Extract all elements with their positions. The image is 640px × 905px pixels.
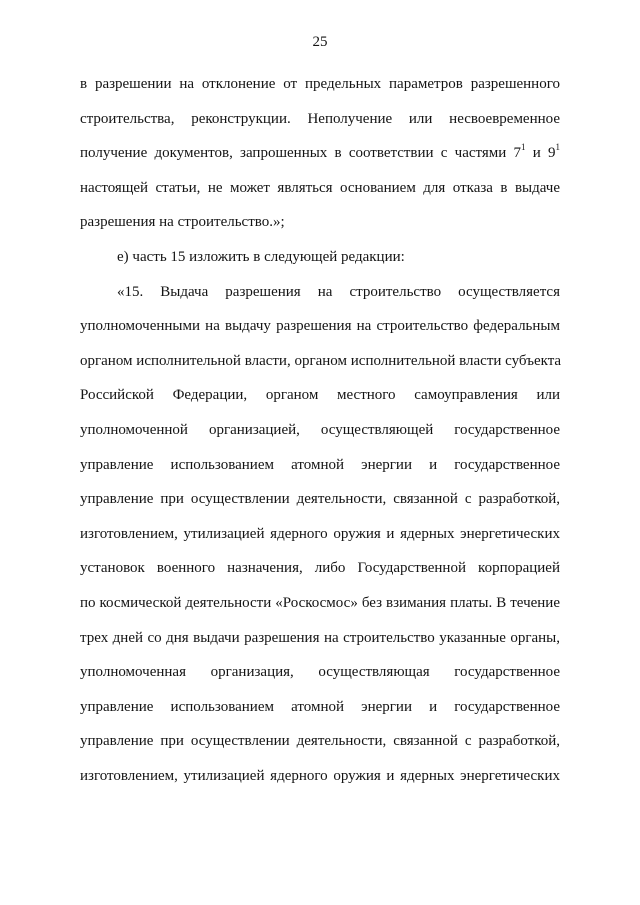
text-line: «15. Выдача разрешения на строительство осуществляется — [117, 283, 560, 300]
text-line: уполномоченной организацией, осуществляющей государственное — [80, 421, 560, 438]
text-line: органом исполнительной власти, органом исполнительной власти субъекта — [80, 352, 562, 369]
text-line: управление использованием атомной энергии и государственное — [80, 698, 560, 715]
page-number: 25 — [312, 34, 328, 50]
text-line: изготовлением, утилизацией ядерного оружия и ядерных энергетических — [80, 525, 560, 542]
text-line: в разрешении на отклонение от предельных параметров разрешенного — [80, 76, 560, 92]
text-line: трех дней со дня выдачи разрешения на строительство указанные органы, — [80, 629, 560, 646]
text-line: по космической деятельности «Роскосмос» без взимания платы. В течение — [80, 594, 560, 611]
text-line: уполномоченная организация, осуществляющая государственное — [80, 664, 560, 681]
superscript: 1 — [555, 142, 560, 153]
text-line: уполномоченными на выдачу разрешения на строительство федеральным — [80, 318, 560, 335]
body-text — [80, 67, 560, 793]
text-line: Российской Федерации, органом местного самоуправления или — [80, 387, 560, 404]
text-line: разрешения на строительство.»; — [80, 214, 285, 231]
text-line: изготовлением, утилизацией ядерного оружия и ядерных энергетических — [80, 767, 560, 784]
text-line: настоящей статьи, не может являться основанием для отказа в выдаче — [80, 179, 560, 196]
text-line: строительства, реконструкции. Неполучение или несвоевременное — [80, 110, 560, 127]
paragraph-1 — [80, 67, 560, 240]
paragraph-3 — [80, 275, 560, 794]
text-line: управление при осуществлении деятельности, связанной с разработкой, — [80, 733, 560, 750]
text-line: управление при осуществлении деятельности, связанной с разработкой, — [80, 491, 560, 508]
superscript: 1 — [521, 142, 526, 153]
text-line: управление использованием атомной энергии и государственное — [80, 456, 560, 473]
text-line-with-superscripts — [80, 136, 560, 171]
text-fragment: и 9 — [532, 145, 556, 162]
text-line: установок военного назначения, либо Государственной корпорацией — [80, 560, 560, 577]
paragraph-2 — [80, 240, 560, 275]
text-line: е) часть 15 изложить в следующей редакции: — [117, 248, 405, 265]
text-fragment: получение документов, запрошенных в соответствии с частями 7 — [80, 145, 522, 162]
